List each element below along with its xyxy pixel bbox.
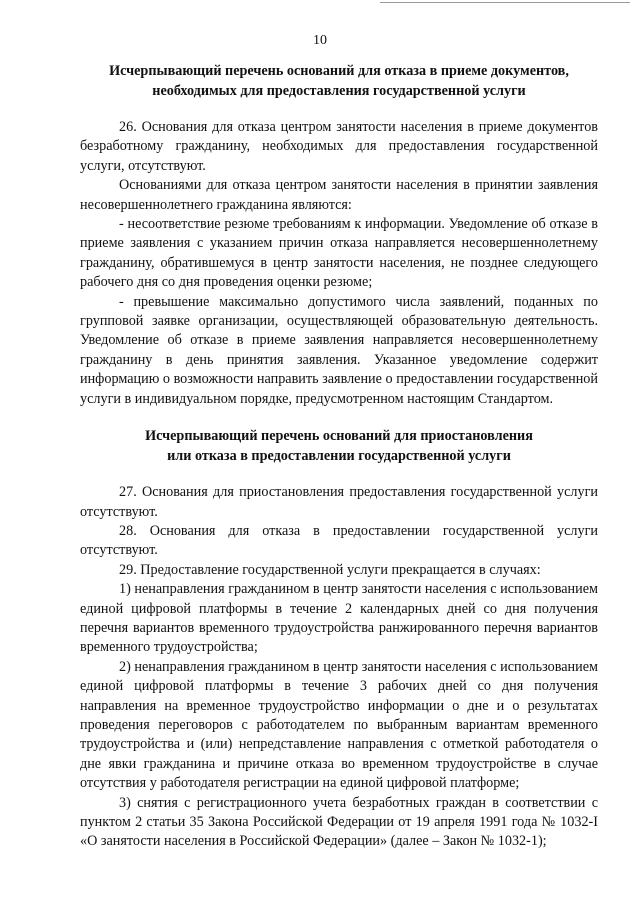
paragraph-resume-mismatch: - несоответствие резюме требованиям к информации. Уведомление об отказе в приеме заявления с указанием причин отказа направляется несовершеннолетнему гражданину, обратившемуся в центр занятости населения, не позднее следующего рабочего дня со дня проведения оценки резюме; <box>80 216 598 291</box>
heading-line: Исчерпывающий перечень оснований для приостановления <box>145 428 533 445</box>
paragraph-26: 26. Основания для отказа центром занятости населения в приеме документов безработному гражданину, необходимых для предоставления государственной услуги, отсутствуют. <box>80 119 598 174</box>
paragraph-grounds-minor: Основаниями для отказа центром занятости населения в принятии заявления несовершеннолетнего гражданина являются: <box>80 177 598 213</box>
paragraph-29: 29. Предоставление государственной услуги прекращается в случаях: <box>119 561 541 578</box>
paragraph-29-item-2: 2) ненаправления гражданином в центр занятости населения с использованием единой цифровой платформы в течение 3 рабочих дней со дня получения направления на временное трудоустройство информации о дне и о результатах проведения переговоров с работодателем по выбранным вариантам временного трудоустройства и (или) непредставление направления с отметкой работодателя о дне явки гражданина и причине отказа во временном трудоустройстве в случае отсутствия у работодателя регистрации на единой цифровой платформе; <box>80 658 598 792</box>
document-body <box>80 62 598 852</box>
paragraph-28: 28. Основания для отказа в предоставлении государственной услуги отсутствуют. <box>80 522 598 559</box>
page-number: 10 <box>313 33 327 48</box>
paragraph-27: 27. Основания для приостановления предоставления государственной услуги отсутствуют. <box>80 484 598 520</box>
section-heading-suspension-refusal <box>80 427 598 466</box>
paragraph-29-item-1: 1) ненаправления гражданином в центр занятости населения с использованием единой цифровой платформы в течение 2 календарных дней со дня получения перечня вариантов временного трудоустройства ранжированного перечня вариантов временного трудоустройства; <box>80 581 598 656</box>
heading-line: Исчерпывающий перечень оснований для отказа в приеме документов, <box>109 63 569 79</box>
section-heading-refusal-documents <box>80 62 598 101</box>
paragraph-max-applications: - превышение максимально допустимого числа заявлений, поданных по групповой заявке организации, осуществляющей образовательную деятельность. Уведомление об отказе в приеме заявления направляется несовершеннолетнему гражданину в день принятия заявления. Указанное уведомление содержит информацию о возможности направить заявление о предоставлении государственной услуги в индивидуальном порядке, предусмотренном настоящим Стандартом. <box>80 293 598 407</box>
paragraph-29-item-3: 3) снятия с регистрационного учета безработных граждан в соответствии с пунктом 2 статьи 35 Закона Российской Федерации от 19 апреля 1991 года № 1032-I «О занятости населения в Российской Федерации» (далее – Закон № 1032-1); <box>80 794 598 850</box>
scan-edge-line <box>380 2 630 3</box>
heading-line: необходимых для предоставления государственной услуги <box>152 82 526 99</box>
heading-line: или отказа в предоставлении государственной услуги <box>167 447 511 464</box>
